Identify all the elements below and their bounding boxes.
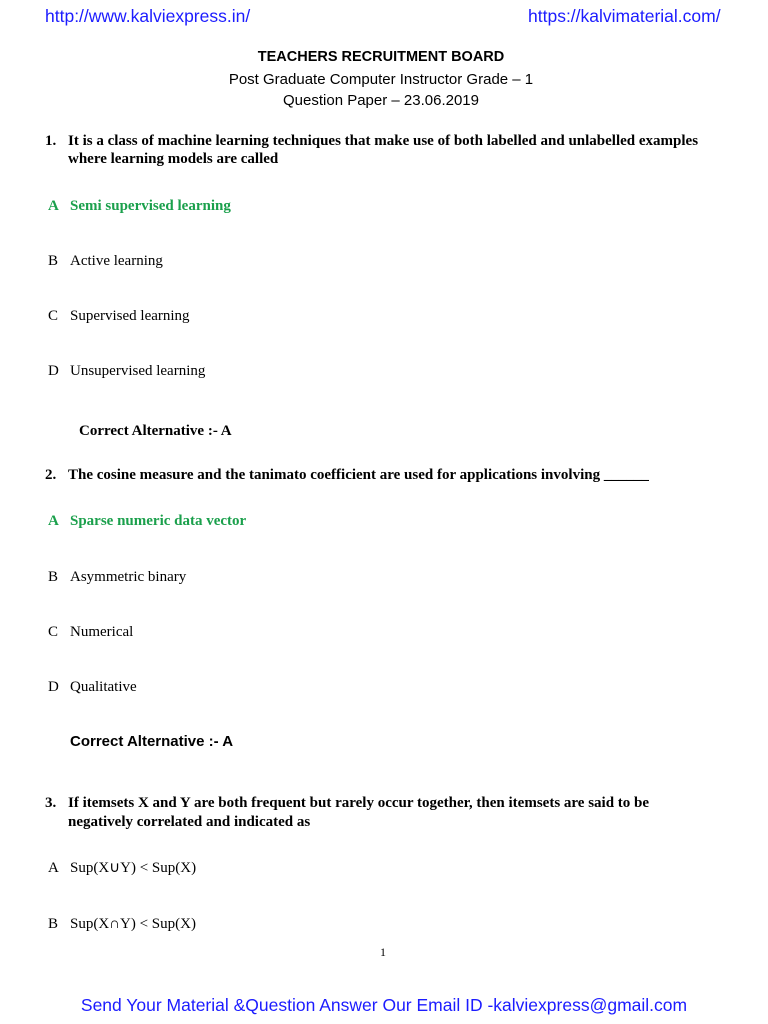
question-3-text-line-2: negatively correlated and indicated as xyxy=(68,814,311,830)
question-2-option-a-letter: A xyxy=(48,513,59,529)
page-number: 1 xyxy=(380,945,386,959)
question-1-text-line-1: It is a class of machine learning techniques that make use of both labelled and unlabelled examples xyxy=(68,133,699,149)
question-2-option-a-text: Sparse numeric data vector xyxy=(70,513,247,529)
question-3-number: 3. xyxy=(45,795,57,811)
question-3-option-b-letter: B xyxy=(48,916,59,932)
question-1-option-b-letter: B xyxy=(48,253,59,269)
question-3-option-b-text: Sup(X∩Y) < Sup(X) xyxy=(70,916,196,932)
post-title: Post Graduate Computer Instructor Grade – 1 xyxy=(228,71,534,88)
question-2-option-b-text: Asymmetric binary xyxy=(70,569,187,585)
question-3-option-a-text: Sup(X∪Y) < Sup(X) xyxy=(70,860,197,876)
footer-email-link[interactable]: Send Your Material &Question Answer Our Email ID -kalviexpress@gmail.com xyxy=(80,995,688,1015)
header-link-kalvimaterial[interactable]: https://kalvimaterial.com/ xyxy=(528,6,721,26)
question-2-text-line-1: The cosine measure and the tanimato coefficient are used for applications involving ______ xyxy=(68,467,649,483)
question-3-text-line-1: If itemsets X and Y are both frequent but rarely occur together, then itemsets are said to be xyxy=(68,795,650,811)
paper-date: Question Paper – 23.06.2019 xyxy=(283,92,479,109)
question-3-option-a-letter: A xyxy=(48,860,59,876)
question-1-option-b-text: Active learning xyxy=(70,253,163,269)
question-2-option-d-letter: D xyxy=(48,679,59,695)
question-1-option-d-letter: D xyxy=(48,363,59,379)
header-link-kalviexpress[interactable]: http://www.kalviexpress.in/ xyxy=(45,6,251,26)
board-title: TEACHERS RECRUITMENT BOARD xyxy=(257,49,505,65)
question-1-number: 1. xyxy=(45,133,57,149)
question-1-correct-answer: Correct Alternative :- A xyxy=(79,423,232,439)
question-2-correct-answer: Correct Alternative :- A xyxy=(70,733,234,750)
question-1-text-line-2: where learning models are called xyxy=(68,151,279,167)
question-1-option-c-text: Supervised learning xyxy=(70,308,190,324)
question-2-option-c-letter: C xyxy=(48,624,59,640)
question-2-option-d-text: Qualitative xyxy=(70,679,137,695)
question-1-option-d-text: Unsupervised learning xyxy=(70,363,206,379)
question-1-option-c-letter: C xyxy=(48,308,59,324)
question-2-option-c-text: Numerical xyxy=(70,624,134,640)
question-2-number: 2. xyxy=(45,467,57,483)
question-1-option-a-text: Semi supervised learning xyxy=(70,198,231,214)
question-1-option-a-letter: A xyxy=(48,198,59,214)
question-2-option-b-letter: B xyxy=(48,569,59,585)
